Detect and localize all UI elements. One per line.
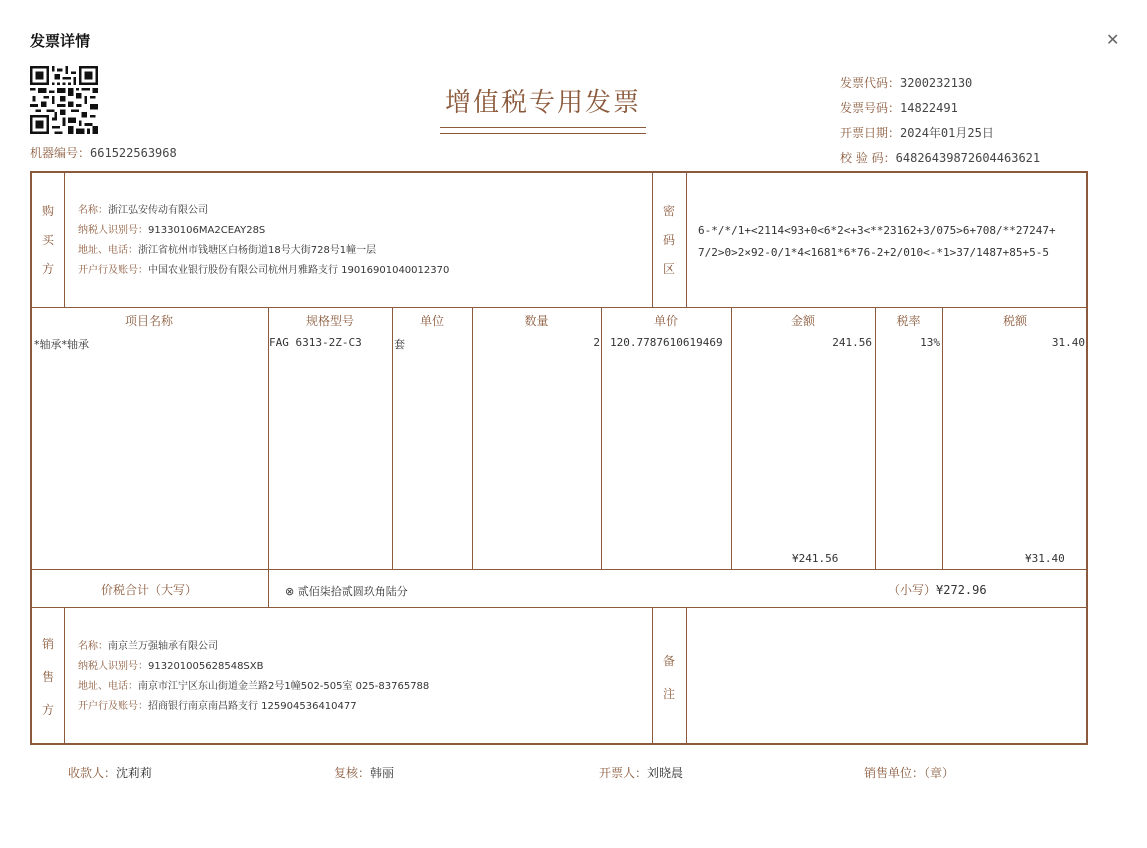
remarks-label-char: 备 xyxy=(662,654,675,668)
buyer-label-char: 方 xyxy=(41,262,54,276)
seller-unit-value: （章） xyxy=(924,766,955,780)
cipher-left-divider xyxy=(652,171,653,307)
invoice-title: 增值税专用发票 xyxy=(444,88,641,118)
col-divider-2 xyxy=(392,307,393,569)
check-code-row xyxy=(840,145,1040,170)
circle-x-icon: ⊗ xyxy=(285,585,295,598)
close-icon[interactable]: ✕ xyxy=(1106,30,1120,49)
payee-value: 沈莉莉 xyxy=(116,766,153,780)
invoice-date-row xyxy=(840,120,1040,145)
item-name: *轴承*轴承 xyxy=(34,338,89,351)
divider-items xyxy=(30,569,1088,570)
seller-unit-label: 销售单位： xyxy=(864,766,925,780)
item-rate: 13% xyxy=(920,336,940,349)
remarks-label-char: 注 xyxy=(662,687,675,701)
issuer-label: 开票人： xyxy=(599,766,648,780)
machine-number-value: 661522563968 xyxy=(90,146,177,160)
seller-name-row xyxy=(78,637,429,657)
invoice-number-value: 14822491 xyxy=(900,101,958,115)
buyer-bank-label: 开户行及账号： xyxy=(78,265,148,276)
buyer-tax-id-row xyxy=(78,221,449,241)
cipher-label-divider xyxy=(686,171,687,307)
cipher-label-char: 码 xyxy=(662,233,675,247)
seller-name-label: 名称： xyxy=(78,641,108,652)
item-price: 120.7787610619469 xyxy=(610,336,723,349)
col-header-rate: 税率 xyxy=(896,314,921,328)
reviewer-label: 复核： xyxy=(334,766,371,780)
cipher-label-char: 密 xyxy=(662,204,675,218)
item-tax: 31.40 xyxy=(1051,336,1085,349)
title-underline-2 xyxy=(440,133,646,134)
col-divider-4 xyxy=(601,307,602,569)
payee-label: 收款人： xyxy=(68,766,117,780)
seller-label-char: 售 xyxy=(41,670,54,684)
total-uppercase-row xyxy=(285,583,408,599)
total-label: 价税合计（大写） xyxy=(100,583,197,597)
col-header-price: 单价 xyxy=(653,314,678,328)
check-code-label: 校 验 码： xyxy=(840,151,896,165)
remarks-label-divider xyxy=(686,607,687,745)
invoice-number-label: 发票号码： xyxy=(840,101,901,115)
reviewer-value: 韩丽 xyxy=(370,766,395,780)
buyer-label-char: 买 xyxy=(41,233,54,247)
seller-unit xyxy=(864,764,954,781)
invoice-meta xyxy=(840,70,1040,170)
invoice-code-label: 发票代码： xyxy=(840,76,901,90)
cipher-section-label xyxy=(659,197,679,284)
buyer-bank: 中国农业银行股份有限公司杭州月雅路支行 19016901040012370 xyxy=(148,265,450,276)
total-small-value: ¥272.96 xyxy=(936,583,987,597)
col-header-qty: 数量 xyxy=(524,314,549,328)
item-unit: 套 xyxy=(394,338,405,351)
seller-tax-id: 913201005628548SXB xyxy=(148,661,264,672)
divider-total xyxy=(30,607,1088,608)
remarks-left-divider xyxy=(652,607,653,745)
buyer-name-row xyxy=(78,201,449,221)
machine-number-label: 机器编号： xyxy=(30,146,91,160)
seller-bank-label: 开户行及账号： xyxy=(78,701,148,712)
reviewer xyxy=(334,764,394,781)
seller-label-char: 方 xyxy=(41,703,54,717)
buyer-address: 浙江省杭州市钱塘区白杨街道18号大街728号1幢一层 xyxy=(138,245,377,256)
machine-number xyxy=(30,144,177,161)
item-qty: 2 xyxy=(593,336,600,349)
issuer xyxy=(599,764,683,781)
invoice-code-row xyxy=(840,70,1040,95)
cipher-label-char: 区 xyxy=(662,262,675,276)
seller-label-divider xyxy=(64,607,65,745)
remarks-section-label xyxy=(659,645,679,711)
buyer-name: 浙江弘安传动有限公司 xyxy=(108,205,208,216)
col-divider-1 xyxy=(268,307,269,607)
total-small-row xyxy=(888,581,987,598)
buyer-address-label: 地址、电话： xyxy=(78,245,138,256)
invoice-number-row xyxy=(840,95,1040,120)
col-header-amount: 金额 xyxy=(790,314,815,328)
seller-label-char: 销 xyxy=(41,637,54,651)
total-tax: ¥31.40 xyxy=(1025,552,1065,565)
seller-section-label xyxy=(38,628,58,727)
buyer-label-divider xyxy=(64,171,65,307)
seller-bank-row xyxy=(78,697,429,717)
qr-code xyxy=(30,66,98,134)
col-header-unit: 单位 xyxy=(419,314,444,328)
issuer-value: 刘晓晨 xyxy=(647,766,684,780)
seller-address: 南京市江宁区东山街道金兰路2号1幢502-505室 025-83765788 xyxy=(138,681,430,692)
buyer-tax-id: 91330106MA2CEAY28S xyxy=(148,225,266,236)
col-header-spec: 规格型号 xyxy=(305,314,354,328)
item-spec: FAG 6313-2Z-C3 xyxy=(269,336,362,349)
seller-name: 南京兰万强轴承有限公司 xyxy=(108,641,218,652)
cipher-line: 7/2>0>2×92-0/1*4<1681*6*76-2+2/010<-*1>37/1487+85+5-5 xyxy=(698,246,1049,259)
seller-tax-id-label: 纳税人识别号： xyxy=(78,661,148,672)
total-small-label: （小写） xyxy=(888,583,937,597)
seller-address-row xyxy=(78,677,429,697)
invoice-date-value: 2024年01月25日 xyxy=(900,126,994,140)
buyer-address-row xyxy=(78,241,449,261)
payee xyxy=(68,764,152,781)
invoice-title-block xyxy=(440,82,646,119)
buyer-label-char: 购 xyxy=(41,204,54,218)
buyer-section-label xyxy=(38,197,58,284)
cipher-line: 6-*/*/1+<2114<93+0<6*2<+3<**23162+3/075>6+708/**27247+ xyxy=(698,224,1056,237)
cipher-text xyxy=(698,220,1078,264)
total-uppercase: 贰佰柒拾贰圆玖角陆分 xyxy=(297,585,408,598)
buyer-name-label: 名称： xyxy=(78,205,108,216)
seller-bank: 招商银行南京南昌路支行 125904536410477 xyxy=(148,701,357,712)
item-amount: 241.56 xyxy=(832,336,872,349)
invoice-date-label: 开票日期： xyxy=(840,126,901,140)
divider-buyer xyxy=(30,307,1088,308)
seller-tax-id-row xyxy=(78,657,429,677)
buyer-tax-id-label: 纳税人识别号： xyxy=(78,225,148,236)
col-header-item-name: 项目名称 xyxy=(124,314,173,328)
col-header-tax: 税额 xyxy=(1002,314,1027,328)
invoice-code-value: 3200232130 xyxy=(900,76,973,90)
seller-address-label: 地址、电话： xyxy=(78,681,138,692)
seller-info xyxy=(78,637,429,717)
buyer-info xyxy=(78,201,449,281)
dialog-title: 发票详情 xyxy=(30,32,91,50)
check-code-value: 64826439872604463621 xyxy=(895,151,1041,165)
title-underline-1 xyxy=(440,127,646,128)
buyer-bank-row xyxy=(78,261,449,281)
total-amount: ¥241.56 xyxy=(792,552,839,565)
